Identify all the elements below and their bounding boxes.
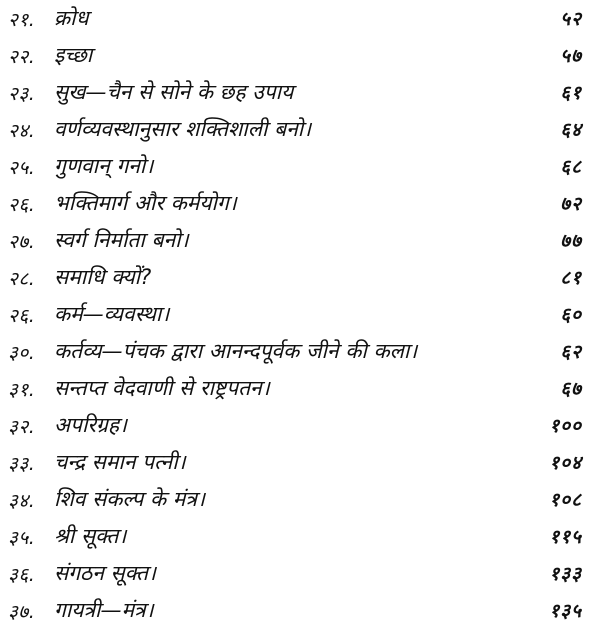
toc-entry (0, 226, 600, 259)
toc-entry (0, 300, 600, 333)
entry-title: वर्णव्यवस्थानुसार शक्तिशाली बनो। (54, 117, 312, 141)
entry-number: २८. (8, 268, 36, 290)
entry-page-number: ५२ (560, 8, 582, 30)
entry-page-number: ६० (560, 304, 582, 326)
entry-number: २२. (8, 46, 36, 68)
entry-number: ३५. (8, 527, 36, 549)
entry-number: ३०. (8, 342, 36, 364)
toc-entry (0, 559, 600, 592)
entry-title: संगठन सूक्त। (54, 561, 156, 585)
entry-page-number: १०० (549, 415, 582, 437)
entry-number: ३२. (8, 416, 36, 438)
toc-entry (0, 263, 600, 296)
entry-page-number: ५७ (560, 45, 582, 67)
entry-number: २५. (8, 157, 36, 179)
entry-title: समाधि क्यों? (54, 265, 152, 289)
entry-title: भक्तिमार्ग और कर्मयोग। (54, 191, 237, 215)
entry-number: ३१. (8, 379, 36, 401)
toc-entry (0, 337, 600, 370)
toc-entry (0, 152, 600, 185)
entry-title: कर्म—व्यवस्था। (54, 302, 170, 326)
entry-page-number: १३३ (549, 563, 582, 585)
entry-title: सुख—चैन से सोने के छह उपाय (54, 80, 294, 104)
entry-page-number: ६८ (560, 156, 582, 178)
entry-page-number: १३५ (549, 600, 582, 622)
entry-number: २६. (8, 305, 36, 327)
entry-number: ३६. (8, 564, 36, 586)
entry-page-number: ७२ (560, 193, 582, 215)
entry-number: २३. (8, 83, 36, 105)
entry-number: २१. (8, 9, 36, 31)
toc-entry (0, 374, 600, 407)
toc-entry (0, 189, 600, 222)
entry-title: शिव संकल्प के मंत्र। (54, 487, 205, 511)
entry-title: क्रोध (54, 6, 89, 30)
toc-entry (0, 448, 600, 481)
entry-page-number: १०४ (549, 452, 582, 474)
entry-page-number: ११५ (549, 526, 582, 548)
entry-title: सन्तप्त वेदवाणी से राष्ट्रपतन। (54, 376, 270, 400)
entry-page-number: ६४ (560, 119, 582, 141)
entry-page-number: ८१ (560, 267, 582, 289)
toc-entry (0, 41, 600, 74)
entry-title: कर्तव्य—पंचक द्वारा आनन्दपूर्वक जीने की कला। (54, 339, 418, 363)
entry-number: २४. (8, 120, 36, 142)
toc-entry (0, 596, 600, 629)
toc-entry (0, 115, 600, 148)
entry-title: गुणवान् गनो। (54, 154, 154, 178)
entry-title: चन्द्र समान पत्नी। (54, 450, 186, 474)
entry-page-number: ६७ (560, 378, 582, 400)
entry-number: ३४. (8, 490, 36, 512)
entry-number: २६. (8, 194, 36, 216)
toc-entry (0, 78, 600, 111)
toc-entry (0, 485, 600, 518)
entry-page-number: १०८ (549, 489, 582, 511)
entry-title: स्वर्ग निर्माता बनो। (54, 228, 189, 252)
entry-page-number: ६१ (560, 82, 582, 104)
toc-entry (0, 522, 600, 555)
toc-entry (0, 411, 600, 444)
entry-number: ३७. (8, 601, 36, 623)
entry-page-number: ६२ (560, 341, 582, 363)
entry-number: ३३. (8, 453, 36, 475)
entry-page-number: ७७ (560, 230, 582, 252)
entry-title: श्री सूक्त। (54, 524, 127, 548)
toc-entry (0, 4, 600, 37)
entry-title: गायत्री—मंत्र। (54, 598, 154, 622)
entry-title: अपरिग्रह। (54, 413, 127, 437)
entry-number: २७. (8, 231, 36, 253)
entry-title: इच्छा (54, 43, 93, 67)
